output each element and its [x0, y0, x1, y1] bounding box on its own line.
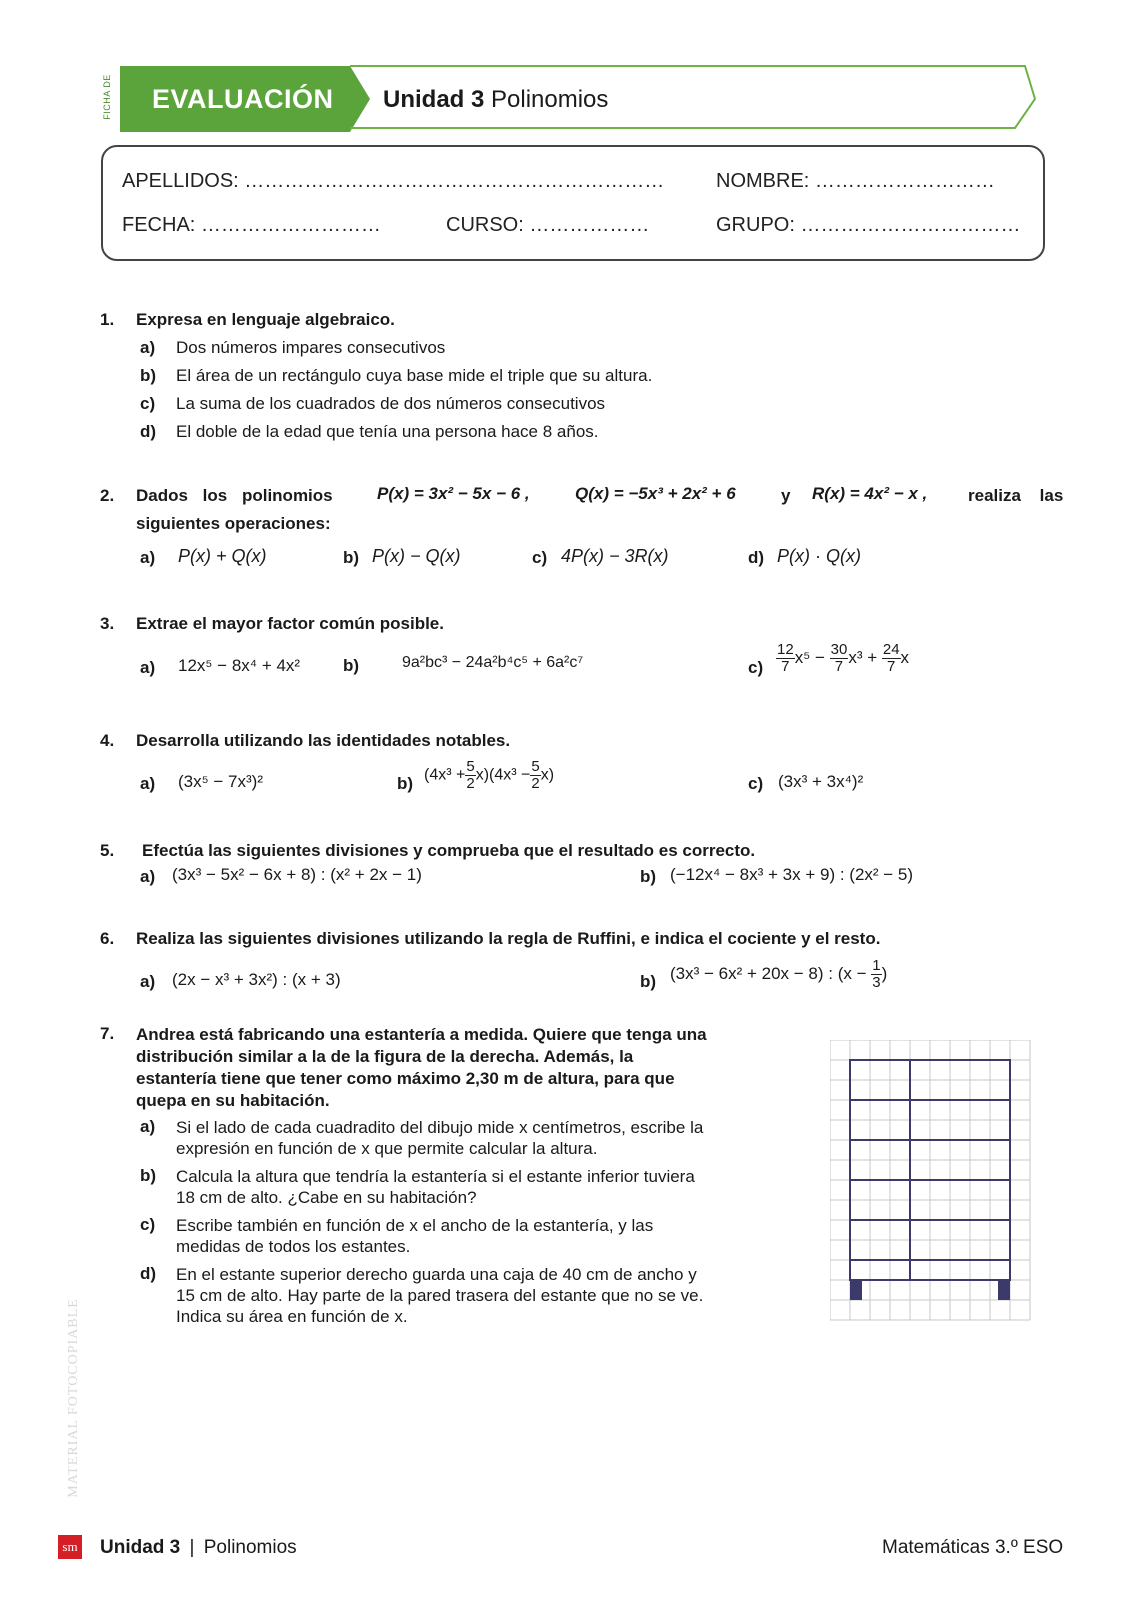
q6a-label: a) — [140, 972, 156, 991]
q7b-label: b) — [140, 1166, 157, 1185]
q4b-frac-2: $\frac{5}{2}$ — [531, 758, 540, 792]
ficha-label: FICHA DE — [101, 74, 112, 120]
q7d-label: d) — [140, 1264, 157, 1283]
q2-lead: Dados los polinomios — [136, 486, 333, 505]
q5b-expr: (−12x⁴ − 8x³ + 3x + 9) : (2x² − 5) — [670, 865, 914, 884]
q6a-expr: (2x − x³ + 3x²) : (x + 3) — [172, 970, 341, 989]
q2c-label: c) — [532, 548, 548, 567]
q7d-text: En el estante superior derecho guarda una caja de 40 cm de ancho y 15 cm de alto. Hay parte de la pared trasera del estante que no se ve. Indica su área en función de x. — [176, 1265, 704, 1326]
q3a-label: a) — [140, 658, 156, 677]
q3b-label: b) — [343, 656, 360, 675]
q2-tail: realiza las — [968, 486, 1064, 505]
q4a-expr: (3x⁵ − 7x³)² — [178, 772, 263, 791]
q3a-expr: 12x⁵ − 8x⁴ + 4x² — [178, 656, 301, 675]
q6-number: 6. — [100, 929, 115, 948]
fecha-field[interactable]: FECHA: ……………………… — [122, 214, 381, 236]
sm-logo: sm — [58, 1535, 82, 1559]
q4-number: 4. — [100, 731, 115, 750]
q1d-label: d) — [140, 422, 157, 441]
q7a-label: a) — [140, 1117, 156, 1136]
q5a-label: a) — [140, 867, 156, 886]
q1c-label: c) — [140, 394, 156, 413]
q7a-text: Si el lado de cada cuadradito del dibujo mide x centímetros, escribe la expresión en función de x que permite calcular la altura. — [176, 1118, 704, 1158]
q1b-label: b) — [140, 366, 157, 385]
q4c-expr: (3x³ + 3x⁴)² — [778, 772, 864, 791]
q2b-label: b) — [343, 548, 360, 567]
q7-number: 7. — [100, 1024, 115, 1043]
q7c-label: c) — [140, 1215, 156, 1234]
q1-title: Expresa en lenguaje algebraico. — [136, 310, 395, 329]
q2a-expr: P(x) + Q(x) — [178, 546, 267, 566]
footer-separator: | — [189, 1537, 195, 1558]
q7c-text: Escribe también en función de x el ancho de la estantería, y las medidas de todos los estantes. — [176, 1216, 654, 1256]
q3-title: Extrae el mayor factor común posible. — [136, 614, 444, 633]
q3c-frac-1: $\frac{12}{7}$ — [777, 641, 794, 675]
q3c-label: c) — [748, 658, 764, 677]
section-label: EVALUACIÓN — [152, 84, 334, 114]
footer-unit-name: Polinomios — [203, 1537, 297, 1558]
q1c-text: La suma de los cuadrados de dos números consecutivos — [176, 394, 606, 413]
q3c-expr: $\frac{12}{7}$ x⁵ − $\frac{30}{7}$ x³ + $\frac{24}{7}$ x — [777, 641, 910, 675]
q4b-label: b) — [397, 774, 414, 793]
q2a-label: a) — [140, 548, 156, 567]
q2c-expr: 4P(x) − 3R(x) — [561, 546, 669, 566]
q2-and: y — [781, 486, 791, 505]
q6-title: Realiza las siguientes divisiones utilizando la regla de Ruffini, e indica el cociente y el resto. — [136, 929, 881, 948]
q1a-label: a) — [140, 338, 156, 357]
q4c-label: c) — [748, 774, 764, 793]
q3c-frac-3: $\frac{24}{7}$ — [882, 641, 900, 675]
shelf-figure — [830, 1040, 1032, 1322]
watermark: MATERIAL FOTOCOPIABLE — [65, 1298, 81, 1498]
footer-unit — [100, 1537, 297, 1559]
q6b-expr: (3x³ − 6x² + 20x − 8) : (x − $\frac{1}{3}$ ) — [670, 957, 888, 991]
q1b-text: El área de un rectángulo cuya base mide el triple que su altura. — [176, 366, 653, 385]
q7-intro: Andrea está fabricando una estantería a medida. Quiere que tenga una distribución similar a la de la figura de la derecha. Además, la estantería tiene que tener como máximo 2,30 m de altura, para que quepa en su habitación. — [136, 1025, 707, 1110]
q2d-expr: P(x) · Q(x) — [777, 546, 861, 566]
q2-line2: siguientes operaciones: — [136, 514, 331, 533]
q2-poly-p: P(x) = 3x² − 5x − 6 , — [377, 484, 530, 503]
q3c-frac-2: $\frac{30}{7}$ — [830, 641, 848, 675]
q2-poly-q: Q(x) = −5x³ + 2x² + 6 — [575, 484, 736, 503]
q3-number: 3. — [100, 614, 115, 633]
grupo-field[interactable]: GRUPO: …………………………… — [716, 214, 1021, 236]
q1-number: 1. — [100, 310, 115, 329]
student-info-box — [101, 145, 1045, 261]
q1d-text: El doble de la edad que tenía una persona hace 8 años. — [176, 422, 599, 441]
q4b-frac-1: $\frac{5}{2}$ — [466, 758, 475, 792]
q2d-label: d) — [748, 548, 765, 567]
unit-title — [383, 86, 608, 114]
q1a-text: Dos números impares consecutivos — [176, 338, 446, 357]
q5-number: 5. — [100, 841, 115, 860]
q4a-label: a) — [140, 774, 156, 793]
q5-title: Efectúa las siguientes divisiones y comprueba que el resultado es correcto. — [142, 841, 756, 860]
unit-number: Unidad 3 — [383, 86, 485, 113]
apellidos-field[interactable]: APELLIDOS: ……………………………………………………… — [122, 170, 665, 192]
q7b-text: Calcula la altura que tendría la estantería si el estante inferior tuviera 18 cm de alto. ¿Cabe en su habitación? — [176, 1167, 695, 1207]
q2-number: 2. — [100, 486, 115, 505]
unit-name: Polinomios — [491, 86, 609, 113]
q5b-label: b) — [640, 867, 657, 886]
q5a-expr: (3x³ − 5x² − 6x + 8) : (x² + 2x − 1) — [172, 865, 422, 884]
footer-unit-number: Unidad 3 — [100, 1537, 181, 1558]
q2b-expr: P(x) − Q(x) — [372, 546, 461, 566]
q6b-frac: $\frac{1}{3}$ — [872, 957, 881, 991]
q2-poly-r: R(x) = 4x² − x , — [812, 484, 928, 503]
nombre-field[interactable]: NOMBRE: ……………………… — [716, 170, 995, 192]
curso-field[interactable]: CURSO: ……………… — [446, 214, 650, 236]
q6b-label: b) — [640, 972, 657, 991]
q3b-expr: 9a²bc³ − 24a²b⁴c⁵ + 6a²c⁷ — [402, 654, 584, 671]
q4-title: Desarrolla utilizando las identidades notables. — [136, 731, 511, 750]
footer-subject: Matemáticas 3.º ESO — [882, 1537, 1064, 1558]
q4b-expr: (4x³ + $\frac{5}{2}$ x)(4x³ − $\frac{5}{2}$ x) — [424, 758, 555, 792]
